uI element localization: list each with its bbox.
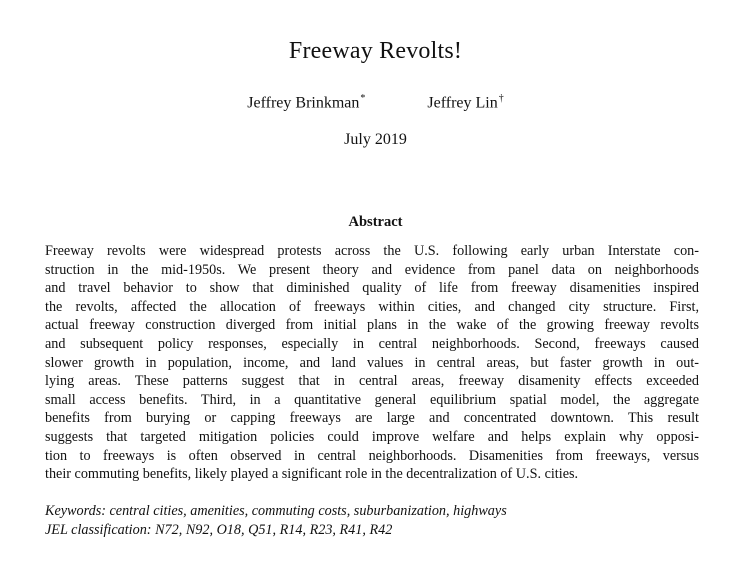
abstract-line: tion to freeways is often observed in central neighborhoods. Disamenities from freeways, versus — [45, 447, 699, 464]
author-1 — [247, 93, 365, 112]
author-2 — [427, 93, 503, 112]
abstract-heading: Abstract — [348, 214, 403, 230]
abstract-line: struction in the mid-1950s. We present theory and evidence from panel data on neighborhoods — [45, 261, 699, 278]
author-1-footnote-mark: * — [360, 93, 366, 104]
abstract-line: slower growth in population, income, and land values in central areas, but faster growth in out- — [45, 354, 699, 371]
abstract-line: their commuting benefits, likely played a significant role in the decentralization of U.S. cities. — [45, 466, 579, 483]
abstract-line: Freeway revolts were widespread protests across the U.S. following early urban Interstate con- — [45, 243, 699, 259]
paper-title: Freeway Revolts! — [288, 38, 463, 64]
jel-classification-line: JEL classification: N72, N92, O18, Q51, R14, R23, R41, R42 — [45, 521, 393, 538]
abstract-line: small access benefits. Third, in a quantitative general equilibrium spatial model, the aggregate — [45, 391, 699, 408]
author-list — [0, 93, 751, 112]
abstract-line: suggests that targeted mitigation policies could improve welfare and helps explain why opposi- — [45, 428, 699, 445]
abstract-line: lying areas. These patterns suggest that in central areas, freeway disamenity effects exceeded — [45, 373, 699, 390]
abstract-line: and subsequent policy responses, especially in central neighborhoods. Second, freeways caused — [45, 335, 699, 352]
keywords-block — [45, 502, 705, 539]
publication-date: July 2019 — [344, 131, 407, 148]
abstract-line: the revolts, affected the allocation of freeways within cities, and changed city structure. First, — [45, 298, 699, 315]
abstract-line: benefits from burying or capping freeways are large and concentrated downtown. This result — [45, 410, 699, 427]
abstract-line: and travel behavior to show that diminished quality of life from freeway disamenities inspired — [45, 280, 699, 297]
abstract-line: actual freeway construction diverged from initial plans in the wake of the growing freeway revolts — [45, 317, 699, 334]
abstract-body — [45, 242, 699, 484]
keywords-line: Keywords: central cities, amenities, commuting costs, suburbanization, highways — [45, 503, 507, 519]
author-1-name: Jeffrey Brinkman — [247, 94, 360, 112]
author-2-name: Jeffrey Lin — [427, 94, 498, 112]
author-2-footnote-mark: † — [498, 93, 504, 104]
